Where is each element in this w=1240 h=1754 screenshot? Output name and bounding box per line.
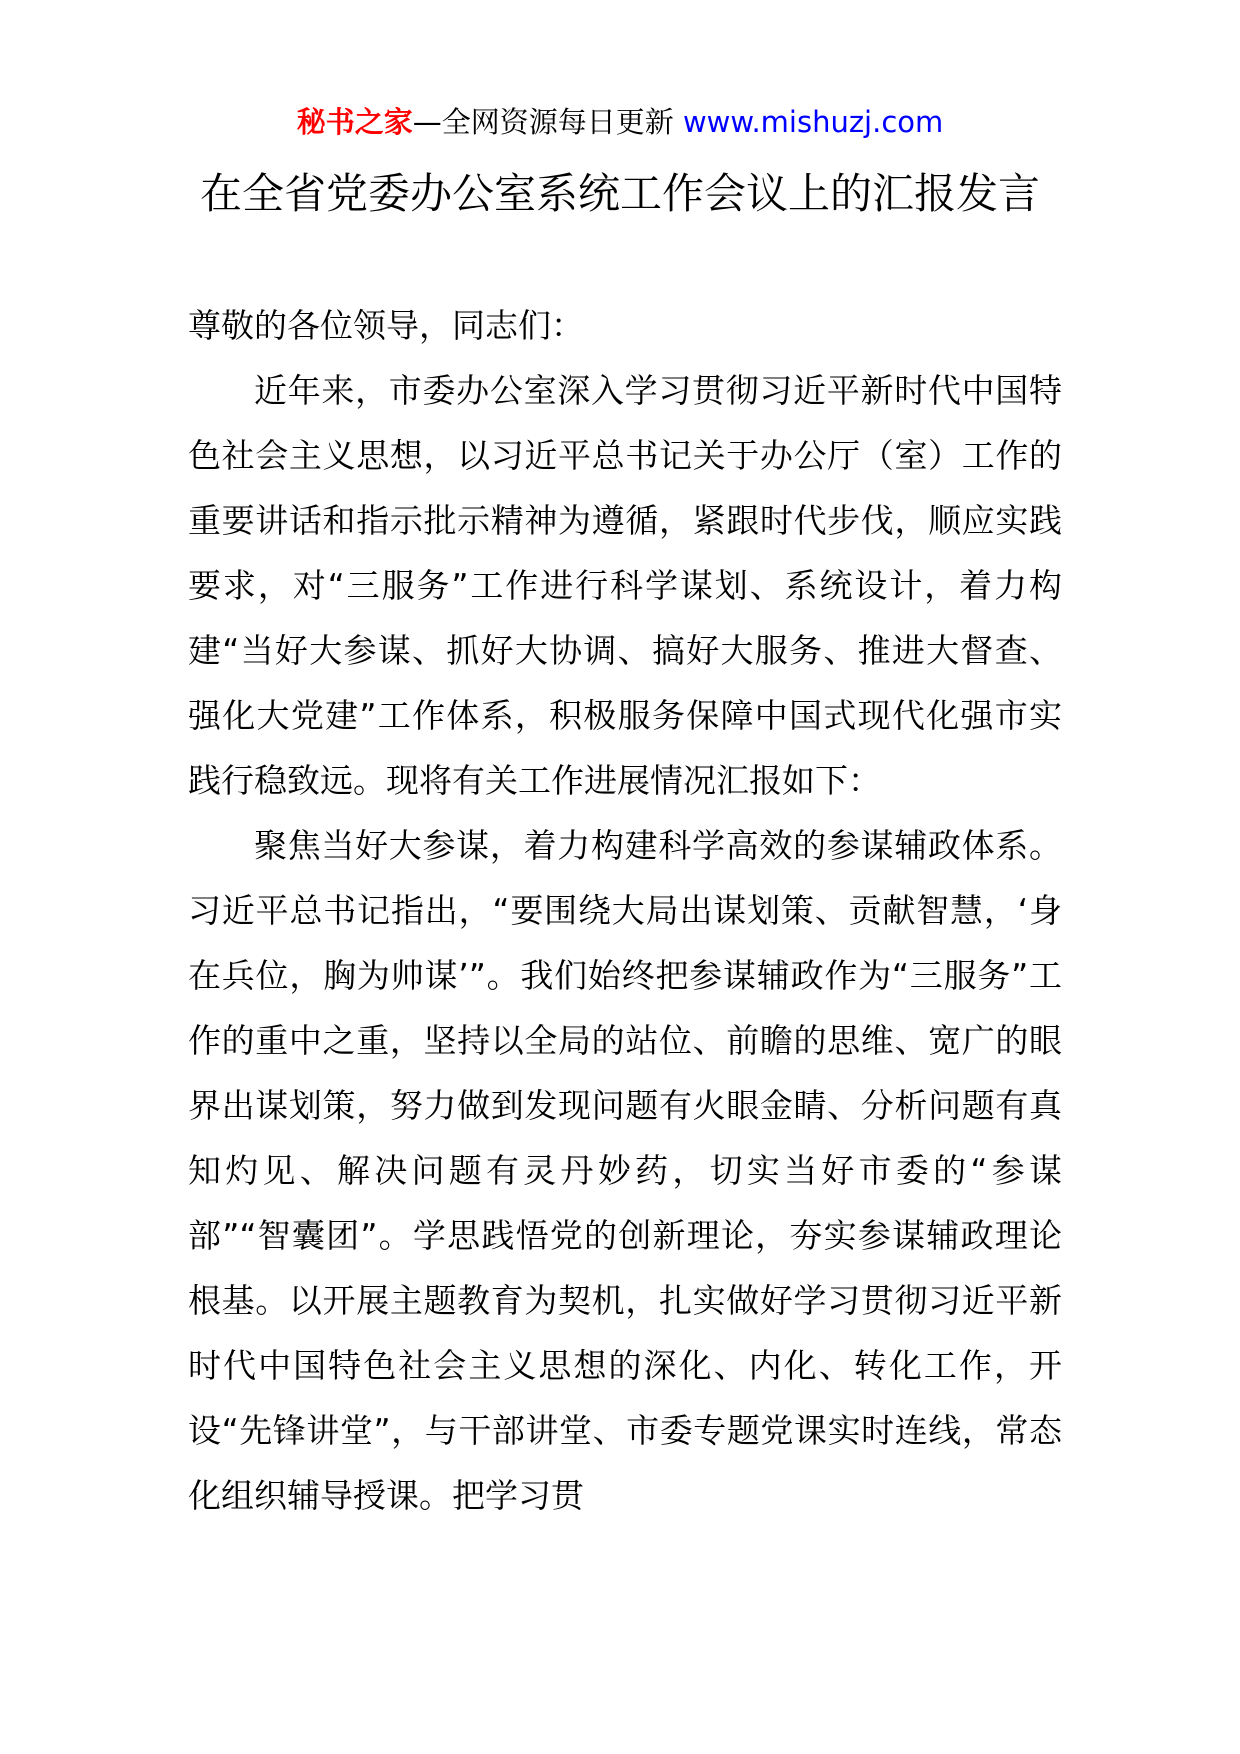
document-title: 在全省党委办公室系统工作会议上的汇报发言 xyxy=(199,169,1040,218)
body-paragraph: 聚焦当好大参谋，着力构建科学高效的参谋辅政体系。习近平总书记指出，“要围绕大局出谋划策、贡献智慧，‘身在兵位，胸为帅谋’”。我们始终把参谋辅政作为“三服务”工作的重中之重，坚持以全局的站位、前瞻的思维、宽广的眼界出谋划策，努力做到发现问题有火眼金睛、分析问题有真知灼见、解决问题有灵丹妙药，切实当好市委的“参谋部”“智囊团”。学思践悟党的创新理论，夯实参谋辅政理论根基。以开展主题教育为契机，扎实做好学习贯彻习近平新时代中国特色社会主义思想的深化、内化、转化工作，开设“先锋讲堂”，与干部讲堂、市委专题党课实时连线，常态化组织辅导授课。把学习贯 xyxy=(188,826,1062,1515)
site-url-link[interactable]: www.mishuzj.com xyxy=(682,105,944,139)
site-header xyxy=(0,102,1240,142)
body-paragraph: 近年来，市委办公室深入学习贯彻习近平新时代中国特色社会主义思想，以习近平总书记关于办公厅（室）工作的重要讲话和指示批示精神为遵循，紧跟时代步伐，顺应实践要求，对“三服务”工作进行科学谋划、系统设计，着力构建“当好大参谋、抓好大协调、搞好大服务、推进大督查、强化大党建”工作体系，积极服务保障中国式现代化强市实践行稳致远。现将有关工作进展情况汇报如下： xyxy=(188,371,1062,800)
salutation: 尊敬的各位领导，同志们： xyxy=(188,306,584,345)
document-body xyxy=(188,293,1062,1528)
site-brand: 秘书之家 xyxy=(296,105,413,139)
site-tagline: —全网资源每日更新 xyxy=(412,105,674,139)
